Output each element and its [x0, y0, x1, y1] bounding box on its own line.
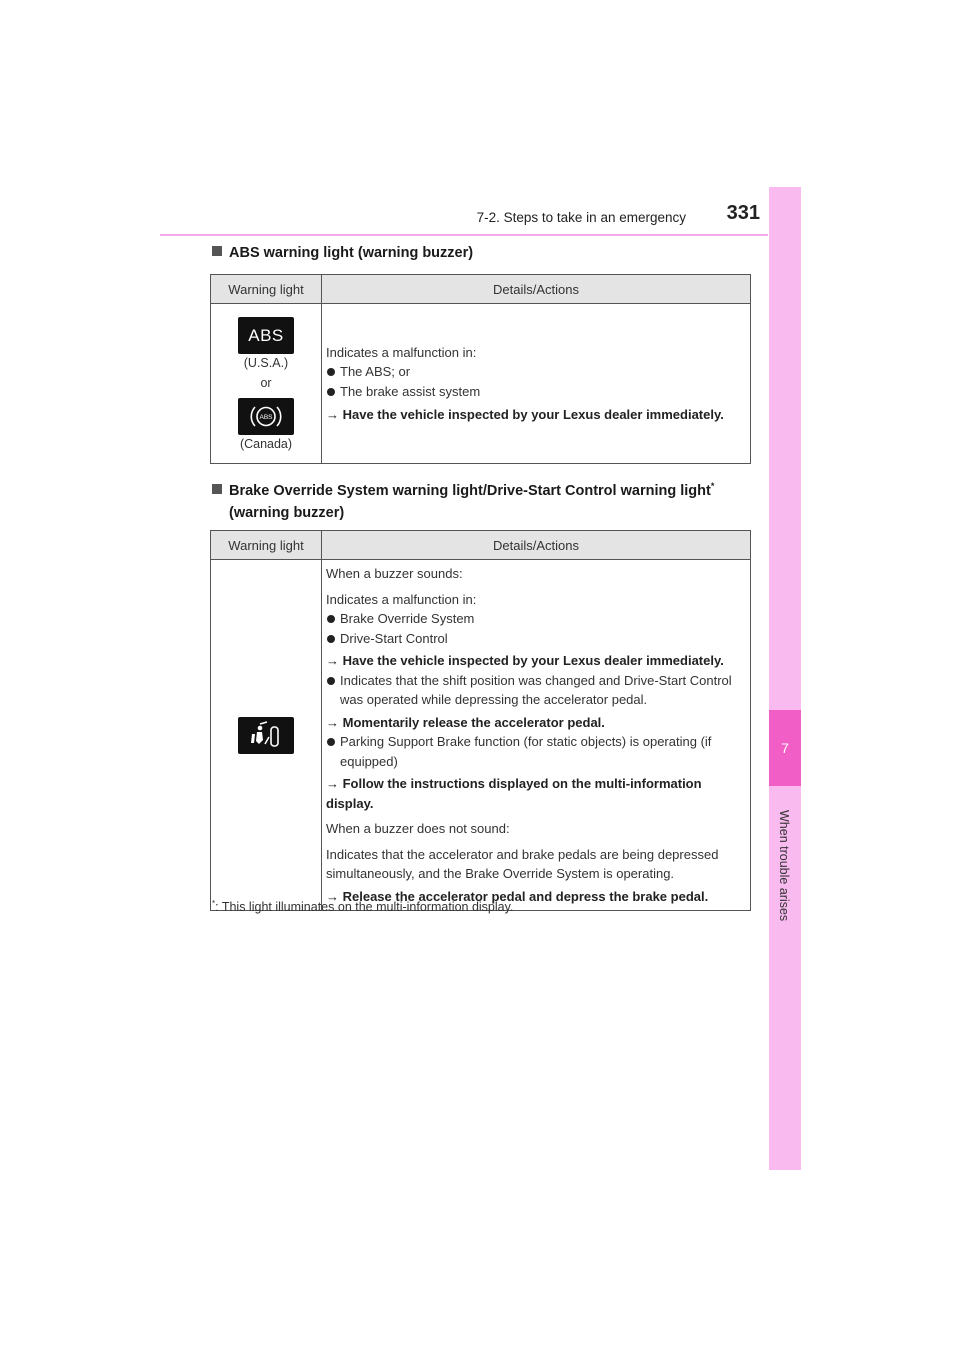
col-details: Details/Actions [322, 275, 751, 304]
table-header-row [211, 531, 751, 560]
canada-label: (Canada) [239, 436, 293, 451]
usa-label: (U.S.A.) [243, 355, 289, 370]
chapter-side-tab [769, 187, 801, 1170]
action-text: → Follow the instructions displayed on the multi-information display. [326, 776, 702, 811]
chapter-title: When trouble arises [777, 810, 791, 922]
table-row [211, 560, 751, 911]
col-warning-light: Warning light [211, 531, 322, 560]
list-item: The ABS; or [326, 362, 744, 382]
page-header [160, 200, 768, 236]
brake-override-warning-table [210, 530, 751, 911]
buzzer-sounds-label: When a buzzer sounds: [326, 566, 463, 581]
svg-text:ABS: ABS [259, 413, 273, 421]
header-section-title: 7-2. Steps to take in an emergency [476, 210, 686, 225]
action-text: → Release the accelerator pedal and depress the brake pedal. [326, 888, 709, 904]
abs-section-title: ABS warning light (warning buzzer) [229, 245, 474, 261]
footnote-text: : This light illuminates on the multi-information display. [215, 900, 514, 915]
or-label: or [260, 375, 272, 390]
table-row [211, 304, 751, 464]
chapter-number: 7 [769, 710, 801, 786]
footnote-mark: * [212, 899, 216, 908]
malfunction-intro: Indicates a malfunction in: [326, 344, 477, 360]
abs-section-heading [212, 242, 473, 264]
malfunction-intro: Indicates a malfunction in: [326, 591, 477, 607]
brake-override-title: Brake Override System warning light/Drive-Start Control warning light [229, 482, 711, 499]
list-item: Drive-Start Control [326, 629, 744, 649]
col-warning-light: Warning light [211, 275, 322, 304]
square-bullet-icon [212, 484, 222, 494]
warning-light-cell [211, 560, 322, 911]
buzzer-not-sound-label: When a buzzer does not sound: [326, 821, 510, 836]
list-item: Indicates that the shift position was changed and Drive-Start Control was operated while depressing the accelerator pedal. [326, 671, 744, 710]
list-item: Parking Support Brake function (for static objects) is operating (if equipped) [326, 732, 744, 771]
warning-light-cell [211, 304, 322, 464]
action-text: → Have the vehicle inspected by your Lexus dealer immediately. [326, 407, 724, 422]
col-details: Details/Actions [322, 531, 751, 560]
details-cell [322, 560, 751, 911]
action-text: → Momentarily release the accelerator pedal. [326, 714, 605, 730]
list-item: The brake assist system [326, 382, 744, 402]
brake-override-section-heading [212, 475, 714, 524]
abs-circle-warning-icon [238, 398, 294, 435]
list-item: Brake Override System [326, 609, 744, 629]
action-text: → Have the vehicle inspected by your Lexus dealer immediately. [326, 653, 724, 668]
page-number: 331 [726, 202, 760, 224]
square-bullet-icon [212, 246, 222, 256]
footnote-mark: * [710, 481, 715, 491]
details-cell [322, 304, 751, 464]
footnote [212, 899, 513, 914]
abs-warning-icon: ABS [238, 317, 294, 354]
table-header-row [211, 275, 751, 304]
brake-override-title-line2: (warning buzzer) [229, 504, 345, 521]
abs-warning-table [210, 274, 751, 464]
simultaneous-text: Indicates that the accelerator and brake pedals are being depressed simultaneously, and the Brake Override System is operating. [326, 846, 719, 881]
brake-override-warning-icon [238, 717, 294, 754]
